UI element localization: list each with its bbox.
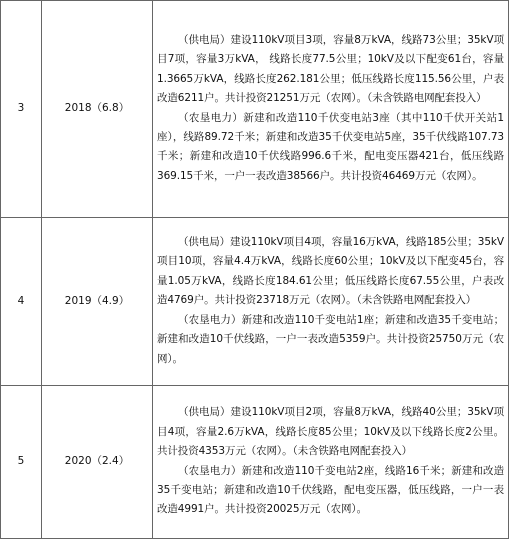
row-year: 2020（2.4） <box>42 386 153 539</box>
paragraph-power-bureau: （供电局）建设110kV项目2项，容量8万kVA，线路40公里；35kV项目4项，容量2.6万kVA，线路长度85公里；10kV及以下线路长度2公里。共计投资4353万元（农网）。（未含铁路电网配套投入） <box>157 406 504 458</box>
paragraph-nongken-power: （农垦电力）新建和改造110千伏变电站3座（其中110千伏开关站1座），线路89.72千米；新建和改造35千伏变电站5座，35千伏线路107.73千米；新建和改造10千伏线路996.6千米，配电变压器421台，低压线路369.15千米，一户一表改造38566户。共计投资46469万元（农网）。 <box>157 111 504 182</box>
row-index: 5 <box>1 386 42 539</box>
row-year: 2018（6.8） <box>42 1 153 218</box>
paragraph-nongken-power: （农垦电力）新建和改造110千变电站1座；新建和改造35千变电站；新建和改造10千伏线路，一户一表改造5359户。共计投资25750万元（农网）。 <box>157 313 504 365</box>
paragraph-power-bureau: （供电局）建设110kV项目3项，容量8万kVA，线路73公里；35kV项目7项，容量3万kVA， 线路长度77.5公里；10kV及以下配变61台，容量1.3665万kVA，线路长度262.181公里；低压线路长度115.56公里，户表改造6211户。共计投资21251万元（农网）。（未含铁路电网配套投入） <box>157 33 504 105</box>
table-row <box>1 218 509 386</box>
row-content <box>153 386 509 539</box>
table-row <box>1 1 509 218</box>
row-content <box>153 1 509 218</box>
table-row <box>1 386 509 539</box>
row-content <box>153 218 509 386</box>
row-index: 4 <box>1 218 42 386</box>
paragraph-power-bureau: （供电局）建设110kV项目4项，容量16万kVA，线路185公里；35kV项目10项，容量4.4万kVA，线路长度60公里；10kV及以下配变45台，容量1.05万kVA，线路长度184.61公里；低压线路长度67.55公里，户表改造4769户。共计投资23718万元（农网）。（未含铁路电网配套投入） <box>157 236 504 307</box>
row-year: 2019（4.9） <box>42 218 153 386</box>
row-index: 3 <box>1 1 42 218</box>
paragraph-nongken-power: （农垦电力）新建和改造110千变电站2座，线路16千米；新建和改造35千变电站；新建和改造10千伏线路，配电变压器，低压线路，一户一表改造4991户。共计投资20025万元（农网）。 <box>157 464 504 516</box>
